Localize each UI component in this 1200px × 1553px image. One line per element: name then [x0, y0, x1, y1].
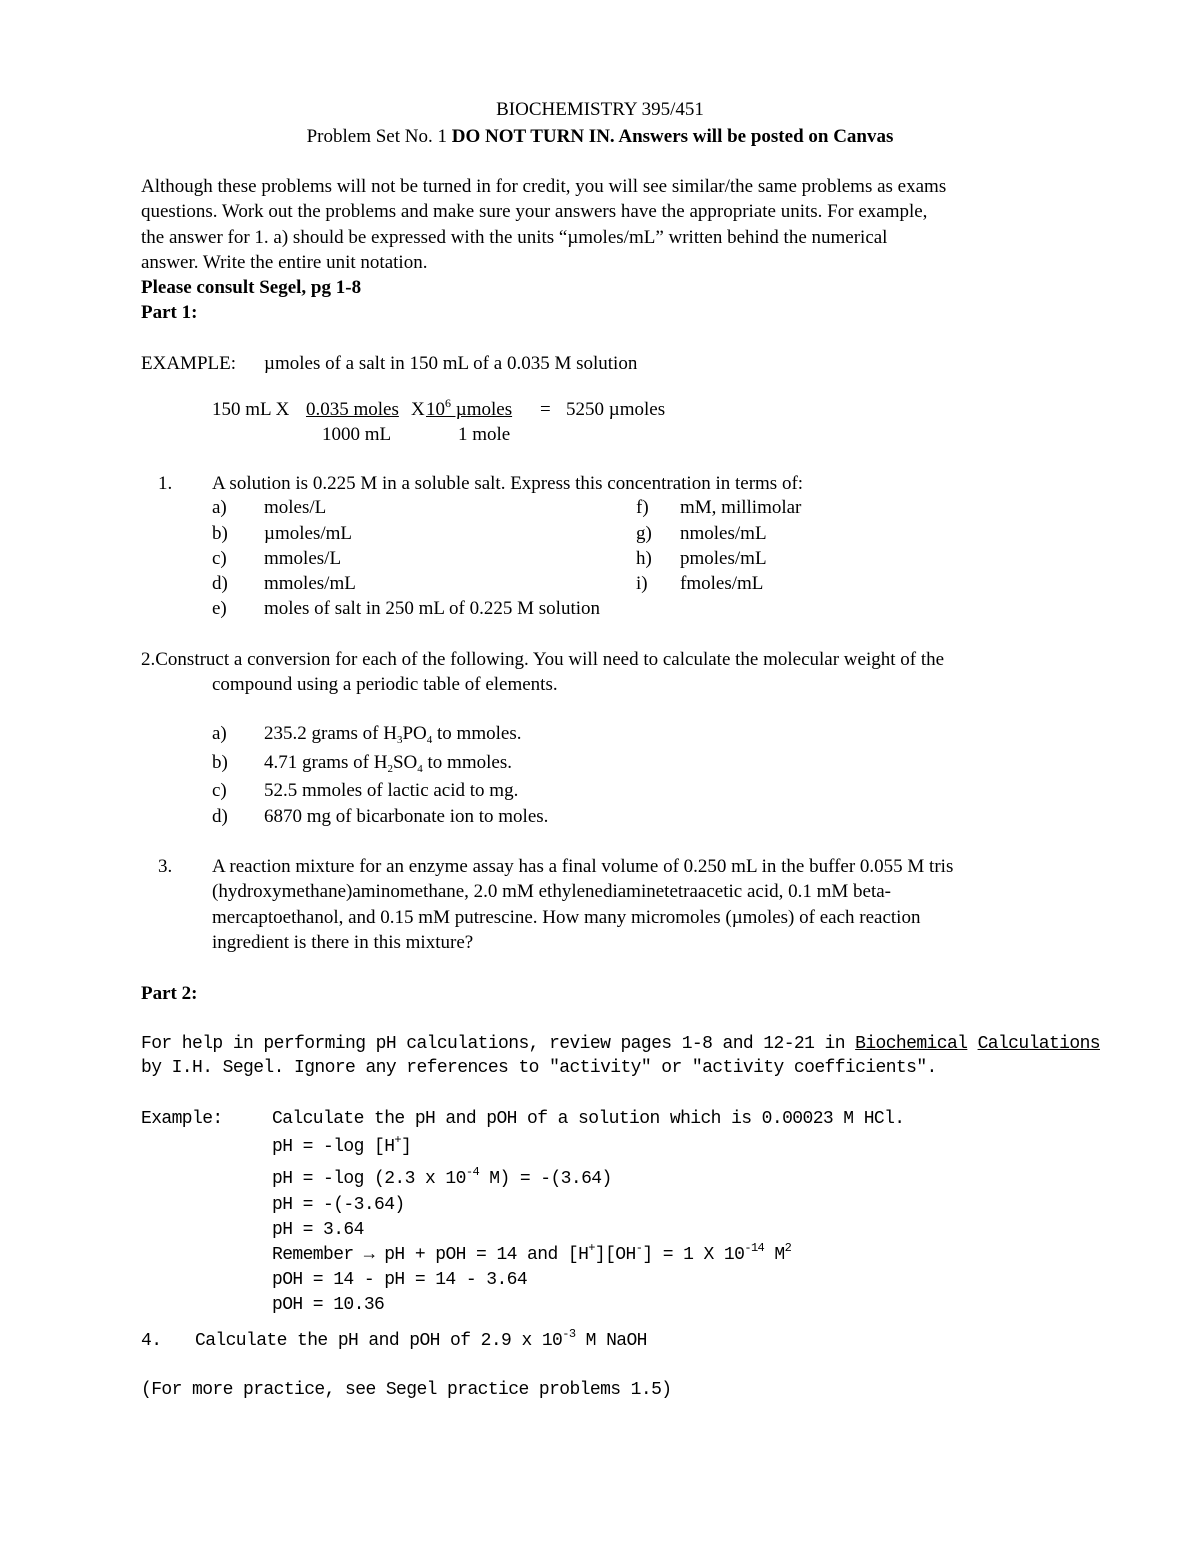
example2-step: pOH = 14 - pH = 14 - 3.64: [272, 1270, 528, 1290]
example2-label: Example:: [141, 1109, 223, 1129]
example2-step: pH = 3.64: [272, 1220, 364, 1240]
q1-option-text: pmoles/mL: [680, 548, 767, 569]
subtitle-bold: DO NOT TURN IN. Answers will be posted on Canvas: [451, 126, 894, 147]
intro-line-2: questions. Work out the problems and make sure your answers have the appropriate units. For example,: [141, 201, 928, 222]
q1-option-label: c): [212, 548, 227, 569]
example1-equals: =: [540, 399, 551, 420]
example1-factor2-numerator: 0.035 moles: [306, 399, 399, 420]
q3-number: 3.: [158, 856, 173, 877]
example1-factor1: 150 mL X: [212, 399, 290, 420]
part1-heading: Part 1:: [141, 302, 198, 323]
q1-option-label: e): [212, 598, 227, 619]
example1-result: 5250 µmoles: [566, 399, 666, 420]
q1-option-label: b): [212, 523, 228, 544]
q2-item-text: 4.71 grams of $H_2SO_4$ to mmoles.: [264, 752, 512, 775]
intro-line-1: Although these problems will not be turned in for credit, you will see similar/the same problems as exams: [141, 176, 947, 197]
q1-option-text: moles of salt in 250 mL of 0.225 M solution: [264, 598, 601, 619]
q2-item-label: d): [212, 806, 228, 827]
example1-text: µmoles of a salt in 150 mL of a 0.035 M solution: [264, 353, 638, 374]
q3-line: A reaction mixture for an enzyme assay has a final volume of 0.250 mL in the buffer 0.055 M tris: [212, 856, 954, 877]
intro-line-4: answer. Write the entire unit notation.: [141, 252, 428, 273]
part2-heading: Part 2:: [141, 983, 198, 1004]
q1-option-label: d): [212, 573, 228, 594]
example1-factor2-denominator: 1000 mL: [322, 424, 392, 445]
q2-line-2: compound using a periodic table of elements.: [212, 674, 558, 695]
q1-text: A solution is 0.225 M in a soluble salt. Express this concentration in terms of:: [212, 473, 804, 494]
q3-line: mercaptoethanol, and 0.15 mM putrescine. How many micromoles (µmoles) of each reaction: [212, 907, 921, 928]
q2-item-text: 52.5 mmoles of lactic acid to mg.: [264, 780, 519, 801]
example2-remember: Remember → pH + pOH = 14 and [H+][OH-] = 1 X $10^{-14}$ $M^2$: [272, 1241, 792, 1265]
arrow-right-icon: →: [363, 1245, 375, 1265]
practice-note: (For more practice, see Segel practice problems 1.5): [141, 1380, 672, 1400]
q2-item-text: 6870 mg of bicarbonate ion to moles.: [264, 806, 549, 827]
q3-line: (hydroxymethane)aminomethane, 2.0 mM ethylenediaminetetraacetic acid, 0.1 mM beta-: [212, 881, 891, 902]
q3-line: ingredient is there in this mixture?: [212, 932, 474, 953]
help-line-2: by I.H. Segel. Ignore any references to "activity" or "activity coefficients".: [141, 1058, 937, 1078]
q1-option-label: i): [636, 573, 648, 594]
q1-option-text: fmoles/mL: [680, 573, 764, 594]
q1-option-text: mmoles/mL: [264, 573, 356, 594]
example2-text: Calculate the pH and pOH of a solution which is 0.00023 M HCl.: [272, 1109, 905, 1129]
q1-option-text: mmoles/L: [264, 548, 342, 569]
q2-item-text: 235.2 grams of $H_3PO_4$ to mmoles.: [264, 723, 522, 746]
q1-option-text: mM, millimolar: [680, 497, 802, 518]
q1-number: 1.: [158, 473, 173, 494]
q1-option-label: g): [636, 523, 652, 544]
example2-step: pOH = 10.36: [272, 1295, 385, 1315]
book-title-word-2: Calculations: [977, 1034, 1100, 1054]
q4-text: Calculate the pH and pOH of 2.9 x $10^{-3}$ M NaOH: [195, 1327, 647, 1351]
example2-step: pH = -(-3.64): [272, 1195, 405, 1215]
subtitle-plain: Problem Set No. 1: [306, 126, 452, 147]
q2-item-label: b): [212, 752, 228, 773]
example1-factor3-numerator: $10^6$ µmoles: [426, 396, 513, 420]
help-line-1: For help in performing pH calculations, review pages 1-8 and 12-21 in Biochemical Calculations: [141, 1034, 1100, 1054]
q4-number: 4.: [141, 1331, 162, 1351]
example1-factor3-denominator: 1 mole: [458, 424, 511, 445]
intro-line-3: the answer for 1. a) should be expressed with the units “µmoles/mL” written behind the numerical: [141, 227, 888, 248]
q1-option-label: f): [636, 497, 649, 518]
q1-option-text: nmoles/mL: [680, 523, 767, 544]
q1-option-label: h): [636, 548, 652, 569]
problem-set-subtitle: [0, 126, 1200, 149]
q1-option-label: a): [212, 497, 227, 518]
q2-line-1: 2.Construct a conversion for each of the following. You will need to calculate the molecular weight of the: [141, 649, 945, 670]
course-title: BIOCHEMISTRY 395/451: [496, 99, 704, 120]
example1-label: EXAMPLE:: [141, 353, 236, 374]
example2-step: pH = -log [H+]: [272, 1133, 412, 1157]
q1-option-text: µmoles/mL: [264, 523, 352, 544]
book-title-word-1: Biochemical: [855, 1034, 968, 1054]
q2-item-label: a): [212, 723, 227, 744]
example1-times: X: [411, 399, 425, 420]
example2-step: pH = -log (2.3 x $10^{-4}$ M) = -(3.64): [272, 1165, 612, 1189]
consult-note: Please consult Segel, pg 1-8: [141, 277, 362, 298]
q2-item-label: c): [212, 780, 227, 801]
q1-option-text: moles/L: [264, 497, 327, 518]
